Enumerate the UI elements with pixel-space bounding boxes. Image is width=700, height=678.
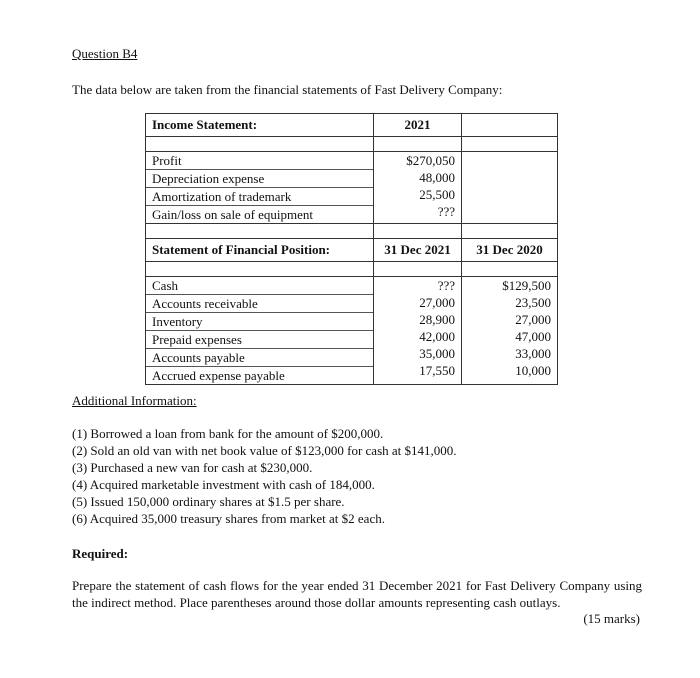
required-text: Prepare the statement of cash flows for the year ended 31 December 2021 for Fast Delivery Company using the indirect method. Place parentheses around those dollar amounts representing cash outlays.	[72, 578, 642, 610]
table-cell-value: ???	[437, 204, 455, 219]
table-cell-value: 27,000	[515, 312, 551, 327]
table-cell-value: $270,050	[406, 153, 455, 168]
marks-label: (15 marks)	[583, 611, 640, 626]
income-statement-header: Income Statement:	[146, 114, 374, 137]
table-cell-value: 33,000	[515, 346, 551, 361]
list-item: (4) Acquired marketable investment with cash of 184,000.	[72, 477, 375, 492]
table-row-label: Cash	[146, 277, 373, 295]
list-item: (5) Issued 150,000 ordinary shares at $1.5 per share.	[72, 494, 345, 509]
financial-position-body	[146, 277, 558, 385]
table-cell-value: 27,000	[419, 295, 455, 310]
table-row-label: Profit	[146, 152, 373, 170]
table-cell-value: 10,000	[515, 363, 551, 378]
table-cell-value: 17,550	[419, 363, 455, 378]
income-statement-header-row	[146, 114, 558, 137]
list-item: (6) Acquired 35,000 treasury shares from market at $2 each.	[72, 511, 385, 526]
table-cell-value: 25,500	[419, 187, 455, 202]
financial-position-header: Statement of Financial Position:	[146, 239, 374, 262]
table-cell-value: 28,900	[419, 312, 455, 327]
financial-data-table	[145, 113, 558, 385]
table-cell-value: 48,000	[419, 170, 455, 185]
table-cell-value: ???	[437, 278, 455, 293]
table-cell-value: 23,500	[515, 295, 551, 310]
question-title: Question B4	[72, 46, 138, 61]
table-row-label: Prepaid expenses	[146, 331, 373, 349]
table-cell-value: $129,500	[502, 278, 551, 293]
table-row-label: Inventory	[146, 313, 373, 331]
table-cell-value: 47,000	[515, 329, 551, 344]
col-header-2021: 31 Dec 2021	[374, 239, 462, 262]
list-item: (3) Purchased a new van for cash at $230,000.	[72, 460, 313, 475]
year-header: 2021	[374, 114, 462, 137]
table-cell-value: 35,000	[419, 346, 455, 361]
table-row-label: Depreciation expense	[146, 170, 373, 188]
additional-info-list	[72, 425, 457, 527]
income-statement-body	[146, 152, 558, 224]
list-item: (1) Borrowed a loan from bank for the amount of $200,000.	[72, 426, 384, 441]
financial-position-header-row	[146, 239, 558, 262]
required-heading: Required:	[72, 546, 129, 561]
table-row-label: Accrued expense payable	[152, 368, 285, 383]
col-header-2020: 31 Dec 2020	[462, 239, 558, 262]
table-row-label: Gain/loss on sale of equipment	[152, 207, 314, 222]
table-cell-value: 42,000	[419, 329, 455, 344]
intro-text: The data below are taken from the financial statements of Fast Delivery Company:	[72, 82, 503, 97]
list-item: (2) Sold an old van with net book value of $123,000 for cash at $141,000.	[72, 443, 457, 458]
table-row-label: Accounts payable	[146, 349, 373, 367]
table-row-label: Amortization of trademark	[146, 188, 373, 206]
additional-info-heading: Additional Information:	[72, 393, 197, 408]
table-row-label: Accounts receivable	[146, 295, 373, 313]
